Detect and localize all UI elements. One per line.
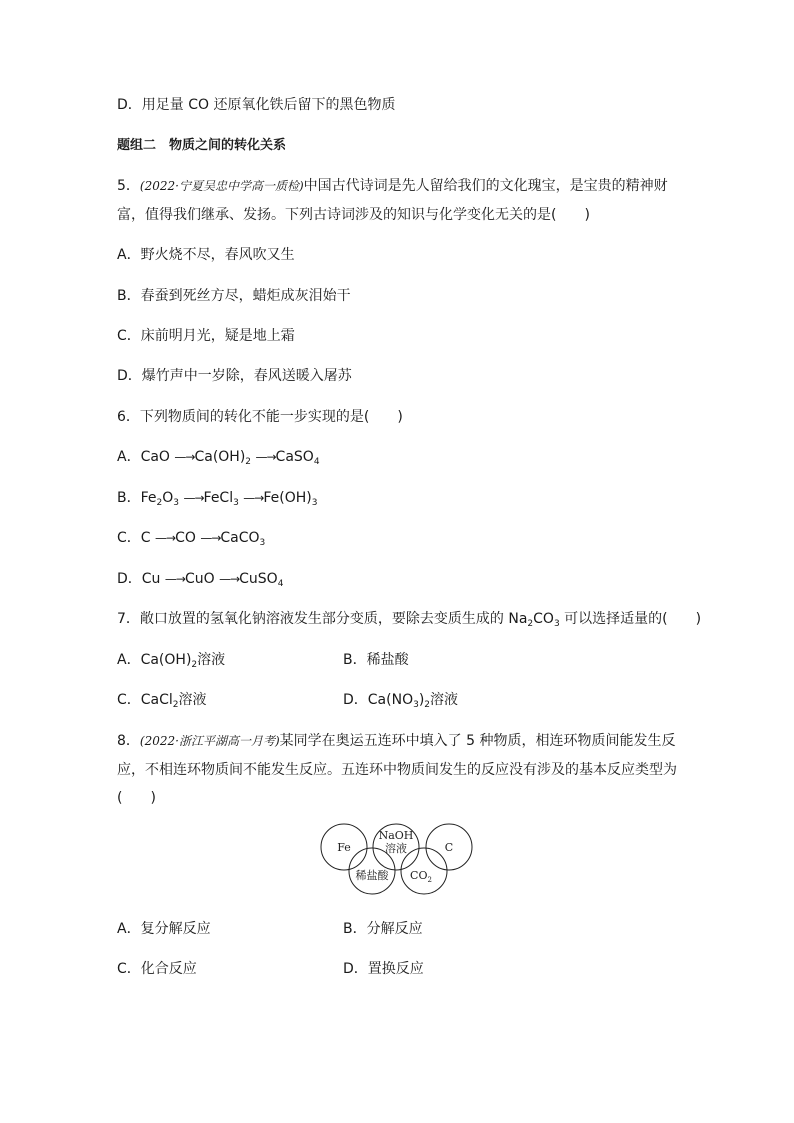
q5-source: (2022·宁夏吴忠中学高一质检) xyxy=(139,179,304,193)
q7-option-b: B．稀盐酸 xyxy=(343,652,409,668)
q8-stem-line2: 应，不相连环物质间不能发生反应。五连环中物质间发生的反应没有涉及的基本反应类型为 xyxy=(117,762,677,778)
five-ring-diagram xyxy=(318,823,478,895)
q6-option-d: D．Cu —→CuO —→CuSO$_4$ xyxy=(117,571,284,589)
arrow-icon: —→ xyxy=(200,531,221,545)
q5-stem-line1 xyxy=(117,176,668,196)
q8-option-d: D．置换反应 xyxy=(343,961,424,977)
arrow-icon: —→ xyxy=(174,450,195,464)
q5-stem-text: 中国古代诗词是先人留给我们的文化瑰宝，是宝贵的精神财 xyxy=(303,178,668,194)
q6-option-b: B．$Fe_2O_3$ —→FeCl$_3$ $—\to Fe(OH)_3$ xyxy=(117,490,318,508)
arrow-icon: —→ xyxy=(219,572,240,586)
q5-option-a: A．野火烧不尽，春风吹又生 xyxy=(117,247,295,263)
ring-label-naoh-2: 溶液 xyxy=(385,842,407,855)
arrow-icon: —→ xyxy=(164,572,185,586)
q5-number: 5． xyxy=(117,178,140,194)
q8-source: (2022·浙江平湖高一月考) xyxy=(139,734,280,748)
arrow-icon: —→ xyxy=(183,491,204,505)
ring-label-naoh-1: NaOH xyxy=(378,829,414,842)
q8-option-b: B．分解反应 xyxy=(343,921,423,937)
q8-stem-text: 某同学在奥运五连环中填入了 5 种物质，相连环物质间能发生反 xyxy=(279,733,676,749)
q7-stem: 7．敞口放置的氢氧化钠溶液发生部分变质，要除去变质生成的 $Na_2CO_3$ 可以选择适量的( ) xyxy=(117,611,702,629)
ring-label-hcl: 稀盐酸 xyxy=(355,869,389,882)
q7-option-c: C．CaCl$_2$溶液 xyxy=(117,692,207,710)
q6-stem: 6．下列物质间的转化不能一步实现的是( ) xyxy=(117,409,403,425)
q8-option-c: C．化合反应 xyxy=(117,961,197,977)
arrow-icon: —→ xyxy=(243,491,264,505)
q5-option-c: C．床前明月光，疑是地上霜 xyxy=(117,328,295,344)
q6-option-c: C．C —→CO —→CaCO$_3$ xyxy=(117,530,266,548)
ring-label-fe: Fe xyxy=(337,841,351,854)
q5-option-d: D．爆竹声中一岁除，春风送暖入屠苏 xyxy=(117,368,352,384)
q5-stem-line2: 富，值得我们继承、发扬。下列古诗词涉及的知识与化学变化无关的是( ) xyxy=(117,207,590,223)
arrow-icon: —→ xyxy=(255,450,276,464)
q4-option-d: D．用足量 CO 还原氧化铁后留下的黑色物质 xyxy=(117,97,396,113)
ring-label-co2: $CO_2$ xyxy=(410,869,432,884)
q5-option-b: B．春蚕到死丝方尽，蜡炬成灰泪始干 xyxy=(117,288,351,304)
q7-option-d: D．$Ca(NO_3)_2$溶液 xyxy=(343,692,459,710)
q7-option-a: A．$Ca(OH)_2$溶液 xyxy=(117,652,226,670)
q8-stem-line1 xyxy=(117,731,675,751)
q6-option-a: A．CaO $—\to Ca(OH)_2$ —→CaSO$_4$ xyxy=(117,449,320,467)
ring-label-c: C xyxy=(444,841,454,854)
section-title: 题组二 物质之间的转化关系 xyxy=(117,138,287,153)
q8-stem-line3: ( ) xyxy=(117,790,156,806)
arrow-icon: —→ xyxy=(155,531,176,545)
q8-number: 8． xyxy=(117,733,140,749)
q8-option-a: A．复分解反应 xyxy=(117,921,211,937)
